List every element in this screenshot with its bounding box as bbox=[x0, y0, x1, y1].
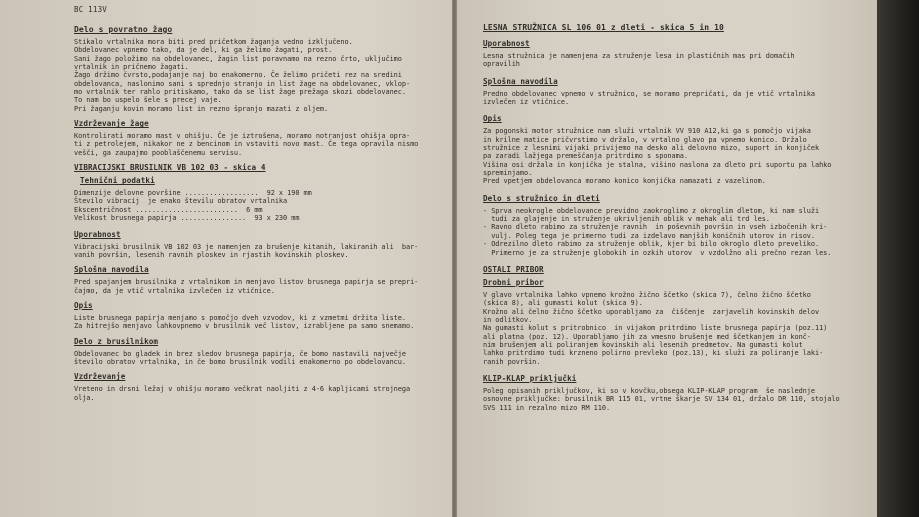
tech-specs: Dimenzije delovne površine .................. 92 x 190 mm Število vibracij je enako številu obratov vrtalnika Ekscentričnost ......................... 6 mm Velikost brusnega papirja ................ 93 x 230 mm bbox=[74, 189, 312, 223]
heading-klip-klap: KLIP-KLAP priključki bbox=[483, 373, 577, 383]
heading-vibracijski-brusilnik: VIBRACIJSKI BRUSILNIK VB 102 03 - skica 4 bbox=[74, 163, 266, 173]
paragraph-vzdrzevanje-zage: Kontroliratí moramo mast v ohišju. Če je iztrošena, moramo notranjost ohišja opra- ti z petrolejem, nikakor ne z bencinom in vstaviti novo mast. Če tega opravila nismo vešči, ga zaupajmo pooblaščenemu servisu. bbox=[74, 132, 419, 157]
paragraph-uporabnost-struznica: Lesna stružnica je namenjena za struženje lesa in plastičnih mas pri domačih opravilih bbox=[483, 52, 795, 69]
paragraph-drobni-pribor: V glavo vrtalnika lahko vpnemo krožno žično ščetko (skica 7), čelno žično ščetko (skica 8), ali gumasti kolut (skica 9). Krožno ali čelno žično ščetko uporabljamo za čiščenje zarjavelih kovinskih delov in odlitkov. Na gumasti kolut s pritrobnico in vijakom pritrdimo liste brusnega papirja (poz.11) ali platna (poz. 12). Uporabljamo jih za vmesno brušenje med ščetkanjem in konč- nim brušenjem ali poliranjem kovinskih ali lesenih predmetov. Na gumasti kolut lahko pritrdimo tudi krzneno polirno prevleko (poz.13), ki služi za poliranje laki- ranih površin. bbox=[483, 290, 828, 366]
heading-vzdrzevanje-brusilnik: Vzdrževanje bbox=[74, 372, 126, 382]
heading-splosna-navodila-struznica: Splošna navodila bbox=[483, 76, 558, 86]
heading-lesna-struznica: LESNA STRUŽNICA SL 106 01 z dleti - skica 5 in 10 bbox=[483, 23, 724, 32]
heading-drobni-pribor: Drobni pribor bbox=[483, 277, 544, 287]
heading-opis-struznica: Opis bbox=[483, 114, 502, 124]
heading-povratna-zaga: Delo s povratno žago bbox=[74, 25, 173, 34]
left-page bbox=[0, 0, 452, 517]
heading-uporabnost-brusilnik: Uporabnost bbox=[74, 229, 121, 239]
paragraph-splosna-navodila-struznica: Predno obdelovanec vpnemo v stružnico, se moramo prepričati, da je vtič vrtalnika izvlečen iz vtičnice. bbox=[483, 89, 815, 107]
paragraph-vzdrzevanje-brusilnik: Vreteno in drsni ležaj v ohišju moramo večkrat naoljiti z 4-6 kapljicami strojnega olja. bbox=[74, 385, 411, 402]
paragraph-klip-klap: Poleg opisanih priključkov, ki so v kovčku,obsega KLIP-KLAP program še naslednje osnovne priključke: brusilnik BR 115 01, vrtne škarje SV 134 01, držalo DR 110, stojalo SVS 111 in rezalno mizo RM 110. bbox=[483, 386, 840, 412]
heading-tehnicni-podatki: Tehnični podatki bbox=[80, 176, 155, 186]
heading-delo-s-struznico: Delo s stružnico in dleti bbox=[483, 193, 600, 203]
paragraph-uporabnost-brusilnik: Vibracijski brusilnik VB 102 03 je namenjen za brušenje kitanih, lakiranih ali bar- vanih površin, lesenih ravnih ploskev in rjastih kovinskih ploskev. bbox=[74, 242, 419, 259]
heading-uporabnost-struznica: Uporabnost bbox=[483, 39, 530, 48]
paragraph-delo-z-brusilnikom: Obdelovanec bo gladek in brez sledov brusnega papirja, če bomo nastavili največje število obratov vrtalnika, in če bomo brusilnik vodili enakomerno po obdelovancu. bbox=[74, 349, 406, 366]
background-edge bbox=[877, 0, 919, 517]
heading-delo-z-brusilnikom: Delo z brusilnikom bbox=[74, 336, 159, 346]
paragraph-opis-struznica: Za pogonski motor stružnice nam služi vrtalnik VV 910 A12,ki ga s pomočjo vijaka in krilne matice pričvrstimo v držalo, v vrtalno glavo pa vpnemo konico. Držalo stružnice z lesnimi vijaki privijemo na desko ali delovno mizo, suport in konjiček pa zaradi lažjega premeščanja pritrdimo s sponama. Višina osi držala in konjička je stalna, višino naslona za dleto pri suportu pa lahko spreminjamo. Pred vpetjem obdelovanca moramo konico konjička namazati z vazelinom. bbox=[483, 127, 832, 186]
heading-opis-brusilnik: Opis bbox=[74, 300, 93, 310]
paragraph-povratna-zaga: Stikalo vrtalnika mora biti pred pričetkom žaganja vedno izključeno. Obdelovanec vpnemo tako, da je del, ki ga želimo žagati, prost. Sani žago položimo na obdelovanec, žagin list poravnamo na rezno črto, uključimo vrtalnik in pričnemo žagati. Žago držimo čvrsto,podajanje naj bo enakomerno. Če želimo pričeti rez na sredini obdelovanca, naslonimo sani s sprednjo stranjo in list žage na obdelovanec, vklop- mo vrtalnik ter rahlo pritiskamo, tako da se list žage prežaga skozi obdelovanec. To nam bo uspelo šele s precej vaje. Pri žaganju kovin moramo list in rezno špranjo mazati z oljem. bbox=[74, 38, 411, 113]
paragraph-opis-brusilnik: Liste brusnega papirja menjamo s pomočjo dveh vzvodov, ki z vzmetmi držita liste. Za hitrejšo menjavo lahkovpnemo v brusilnik več listov, izrabljene pa samo snemamo. bbox=[74, 313, 415, 331]
paragraph-splosna-navodila-brusilnik: Pred spajanjem brusilnika z vrtalnikom in menjavo listov brusnega papirja se prepri- čajmo, da je vtič vrtalnika izvlečen iz vtičnice. bbox=[74, 278, 419, 295]
paragraph-delo-s-struznico: - Sprva neokrogle obdelovance previdno zaokroglimo z okroglim dletom, ki nam služi tudi za glajenje in struženje ukrivljenih oblik v mehak ali trd les. - Ravno dleto rabimo za struženje ravnih in poševnih površin in vseh izbočenih kri- vulj. Poleg tega je primerno tudi za izdelavo manjših koničnih utorov in risov. - Odrezilno dleto rabimo za struženje oblik, kjer bi bilo okroglo dleto preveliko. Primerno je za struženje globokih in ozkih utorov v vzdolžno ali prečno rezan les. bbox=[483, 206, 832, 257]
heading-ostali-pribor: OSTALI PRIBOR bbox=[483, 264, 544, 274]
heading-splosna-navodila-brusilnik: Splošna navodila bbox=[74, 265, 149, 275]
right-page bbox=[457, 0, 877, 517]
document-code: BC 113V bbox=[74, 5, 108, 14]
heading-vzdrzevanje-zage: Vzdrževanje žage bbox=[74, 119, 149, 129]
